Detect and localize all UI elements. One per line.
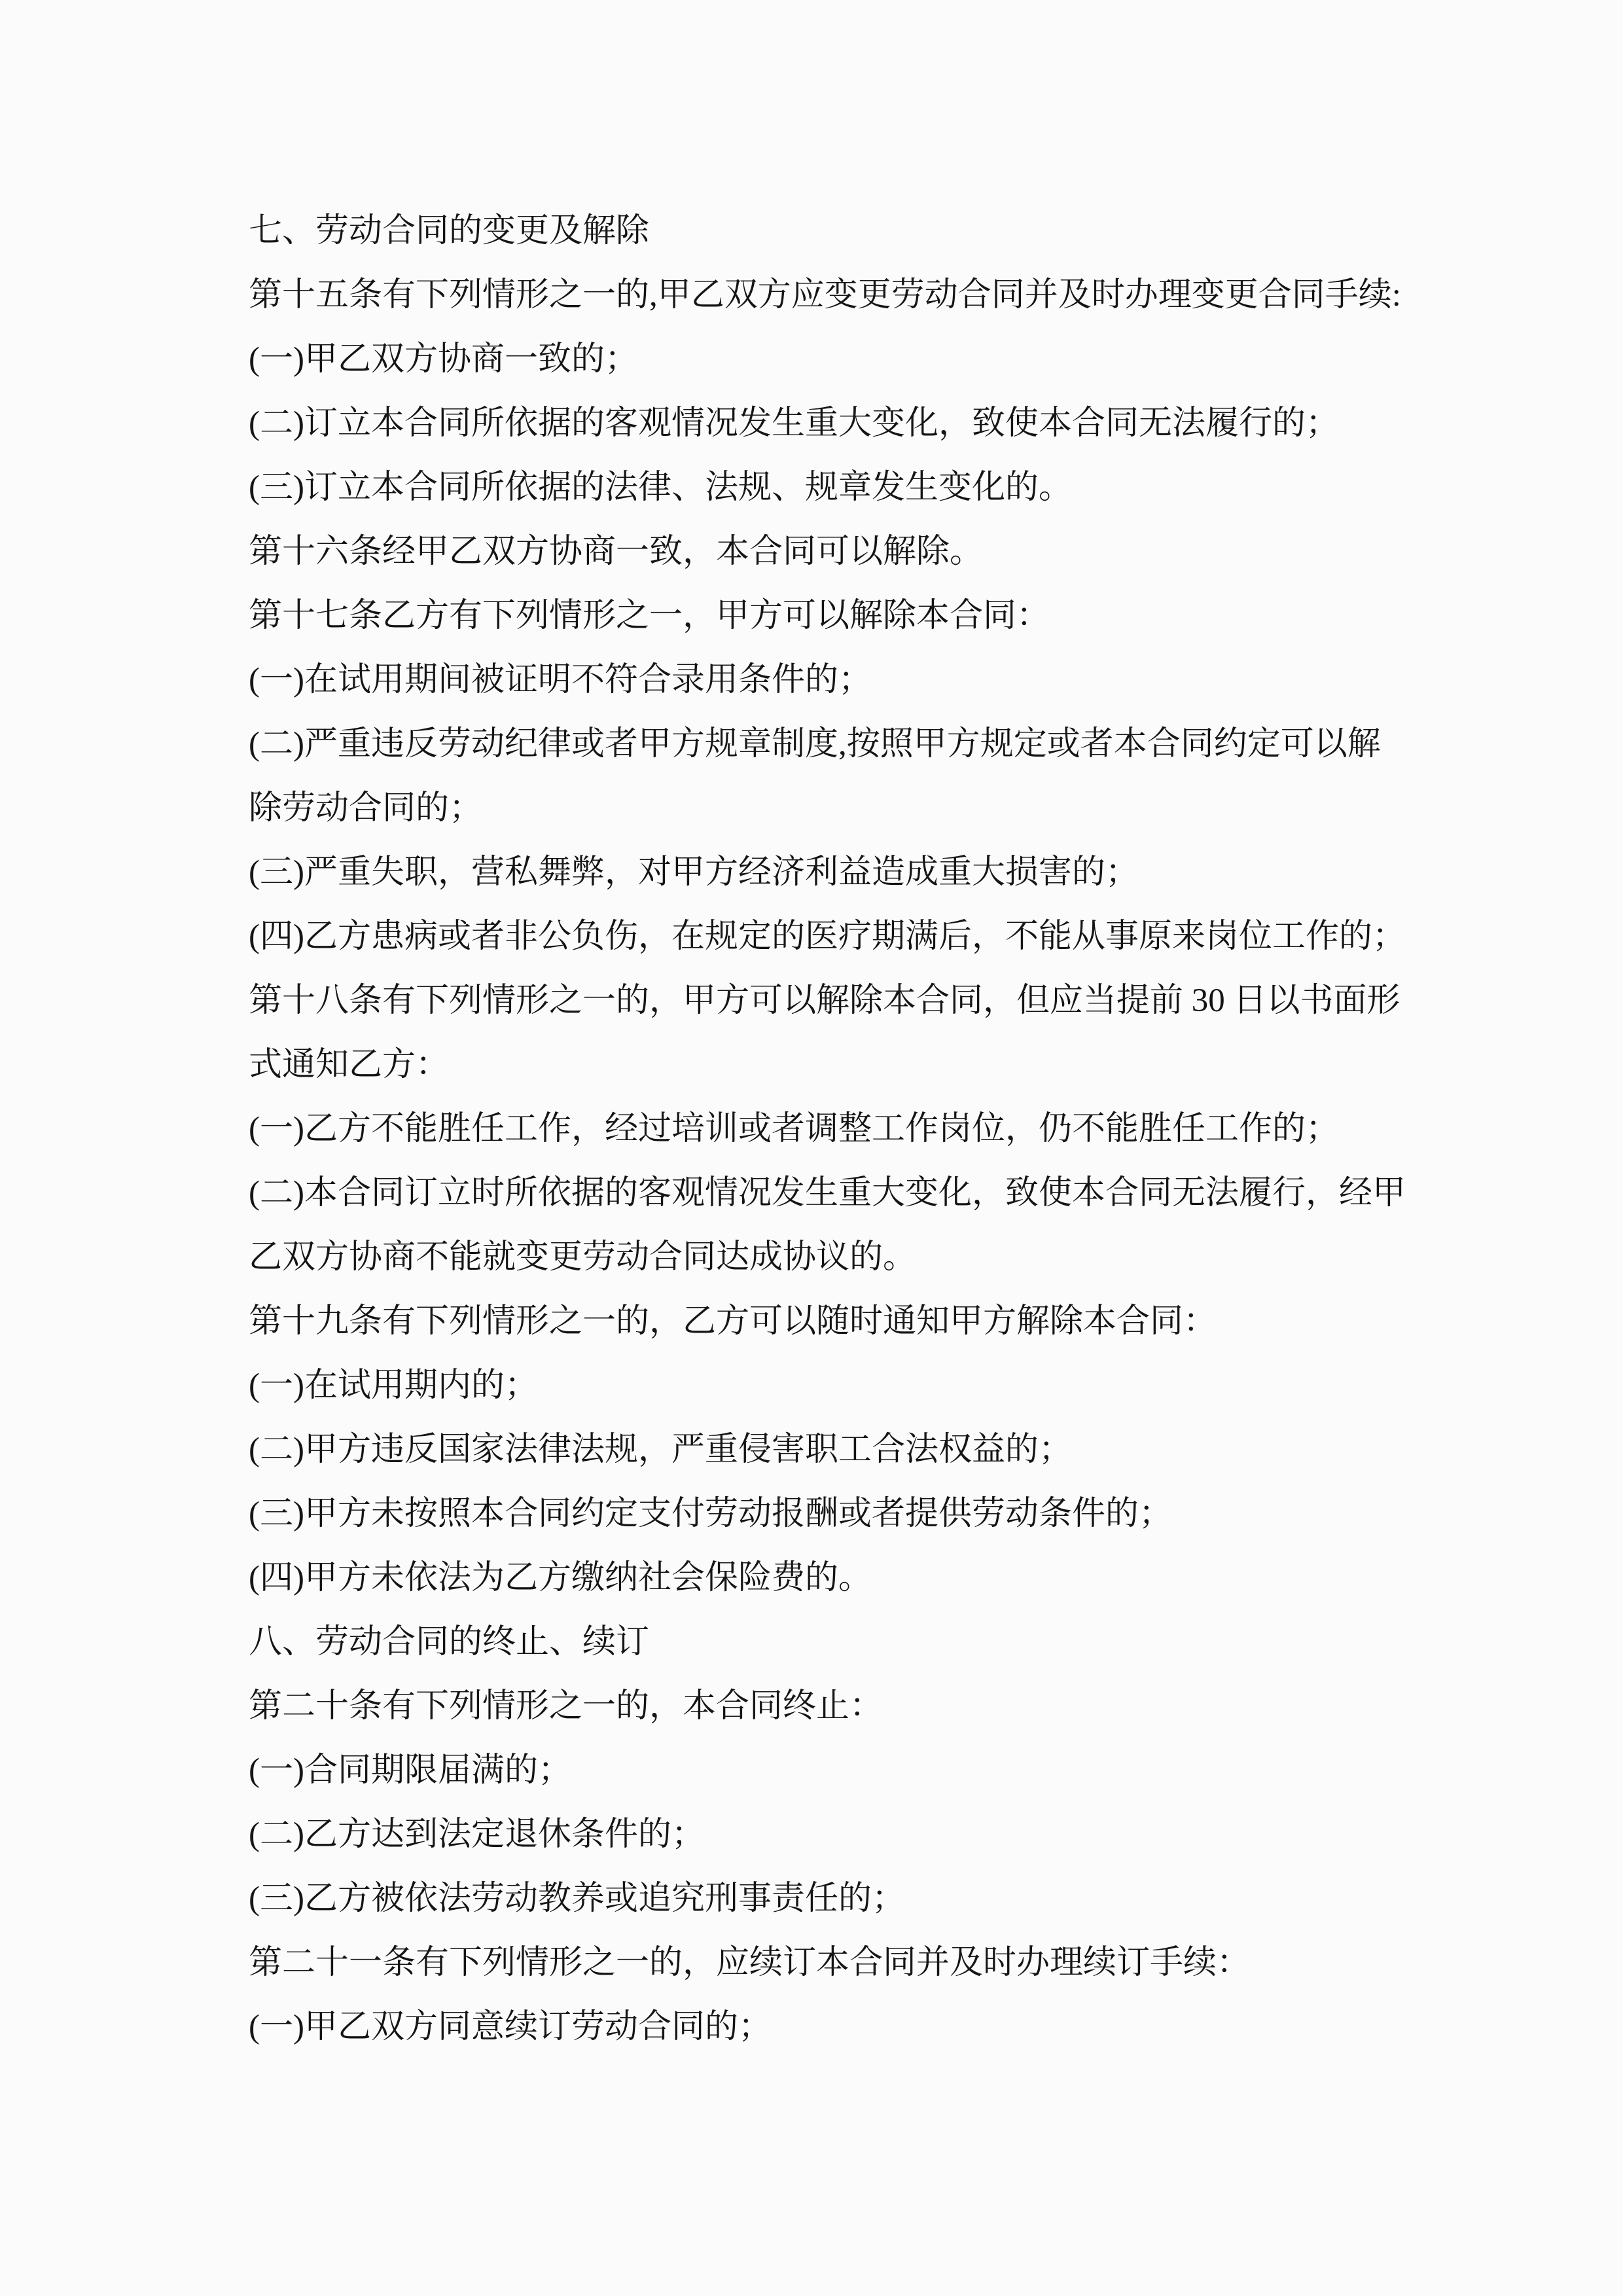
clause-line: 第二十一条有下列情形之一的，应续订本合同并及时办理续订手续：	[249, 1945, 1251, 1981]
subclause-line: (二)乙方达到法定退休条件的；	[249, 1816, 705, 1853]
clause-line: 第二十条有下列情形之一的，本合同终止：	[249, 1688, 883, 1725]
continuation-line: 除劳动合同的；	[249, 790, 483, 827]
subclause-line: (四)甲方未依法为乙方缴纳社会保险费的。	[249, 1560, 872, 1596]
clause-line: 第十六条经甲乙双方协商一致，本合同可以解除。	[249, 533, 984, 570]
continuation-line: 式通知乙方：	[249, 1047, 450, 1083]
subclause-line: (一)在试用期间被证明不符合录用条件的；	[249, 662, 872, 698]
continuation-line: 乙双方协商不能就变更劳动合同达成协议的。	[249, 1239, 917, 1276]
clause-line: 第十七条乙方有下列情形之一，甲方可以解除本合同：	[249, 598, 1050, 634]
subclause-line: (二)本合同订立时所依据的客观情况发生重大变化，致使本合同无法履行，经甲	[249, 1175, 1406, 1211]
clause-line: 第十五条有下列情形之一的,甲乙双方应变更劳动合同并及时办理变更合同手续:	[249, 277, 1401, 314]
subclause-line: (二)甲方违反国家法律法规，严重侵害职工合法权益的；	[249, 1431, 1072, 1468]
subclause-line: (二)严重违反劳动纪律或者甲方规章制度,按照甲方规定或者本合同约定可以解	[249, 726, 1381, 762]
section-heading: 八、劳动合同的终止、续订	[249, 1624, 650, 1660]
subclause-line: (一)乙方不能胜任工作，经过培训或者调整工作岗位，仍不能胜任工作的；	[249, 1111, 1339, 1147]
subclause-line: (一)合同期限届满的；	[249, 1752, 571, 1789]
subclause-line: (二)订立本合同所依据的客观情况发生重大变化，致使本合同无法履行的；	[249, 405, 1339, 442]
subclause-line: (四)乙方患病或者非公负伤，在规定的医疗期满后，不能从事原来岗位工作的；	[249, 918, 1406, 955]
subclause-line: (一)甲乙双方同意续订劳动合同的；	[249, 2009, 772, 2045]
subclause-line: (一)在试用期内的；	[249, 1367, 538, 1404]
subclause-line: (三)甲方未按照本合同约定支付劳动报酬或者提供劳动条件的；	[249, 1496, 1172, 1532]
subclause-line: (三)乙方被依法劳动教养或追究刑事责任的；	[249, 1880, 905, 1917]
clause-line: 第十九条有下列情形之一的，乙方可以随时通知甲方解除本合同：	[249, 1303, 1217, 1340]
section-heading: 七、劳动合同的变更及解除	[249, 213, 650, 249]
subclause-line: (三)严重失职，营私舞弊，对甲方经济利益造成重大损害的；	[249, 854, 1139, 891]
clause-line: 第十八条有下列情形之一的，甲方可以解除本合同，但应当提前 30 日以书面形	[249, 982, 1400, 1019]
subclause-line: (三)订立本合同所依据的法律、法规、规章发生变化的。	[249, 469, 1072, 506]
subclause-line: (一)甲乙双方协商一致的；	[249, 341, 638, 378]
contract-text-block	[249, 199, 1410, 2059]
